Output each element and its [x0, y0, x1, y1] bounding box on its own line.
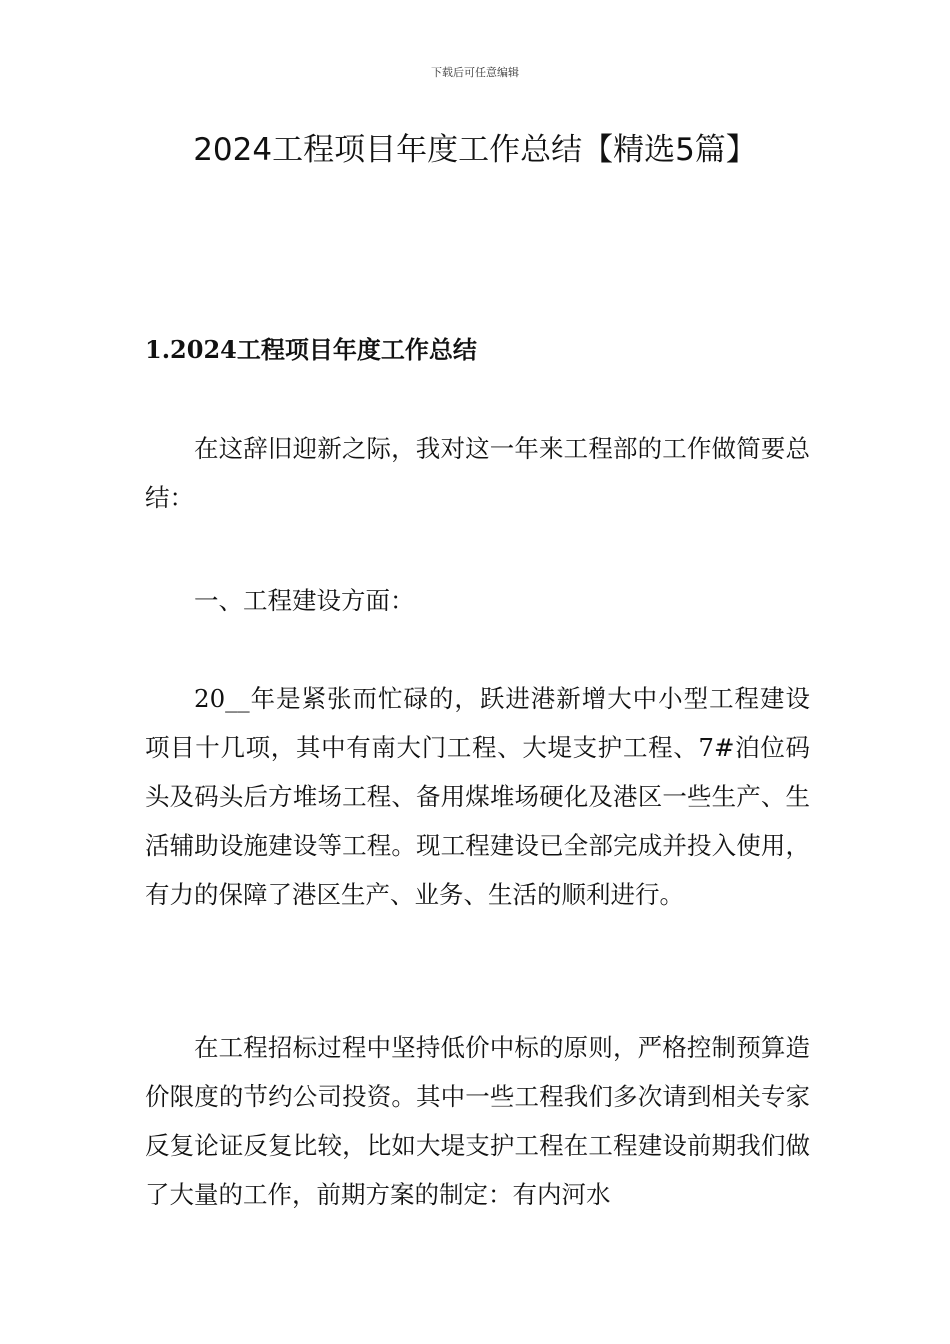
- paragraph-subheading: 一、工程建设方面：: [194, 586, 415, 615]
- paragraph-construction: 20__年是紧张而忙碌的，跃进港新增大中小型工程建设项目十几项，其中有南大门工程、大堤支护工程、7#泊位码头及码头后方堆场工程、备用煤堆场硬化及港区一些生产、生活辅助设施建设等工程。现工程建设已全部完成并投入使用，有力的保障了港区生产、业务、生活的顺利进行。: [145, 684, 810, 909]
- header-note: 下载后可任意编辑: [431, 66, 519, 79]
- paragraph-intro: 在这辞旧迎新之际，我对这一年来工程部的工作做简要总结：: [145, 434, 810, 512]
- document-title: 2024工程项目年度工作总结【精选5篇】: [193, 132, 757, 168]
- section-heading: 1.2024工程项目年度工作总结: [145, 335, 477, 364]
- paragraph-bidding: 在工程招标过程中坚持低价中标的原则，严格控制预算造价限度的节约公司投资。其中一些工程我们多次请到相关专家反复论证反复比较，比如大堤支护工程在工程建设前期我们做了大量的工作，前期方案的制定：有内河水: [145, 1033, 810, 1209]
